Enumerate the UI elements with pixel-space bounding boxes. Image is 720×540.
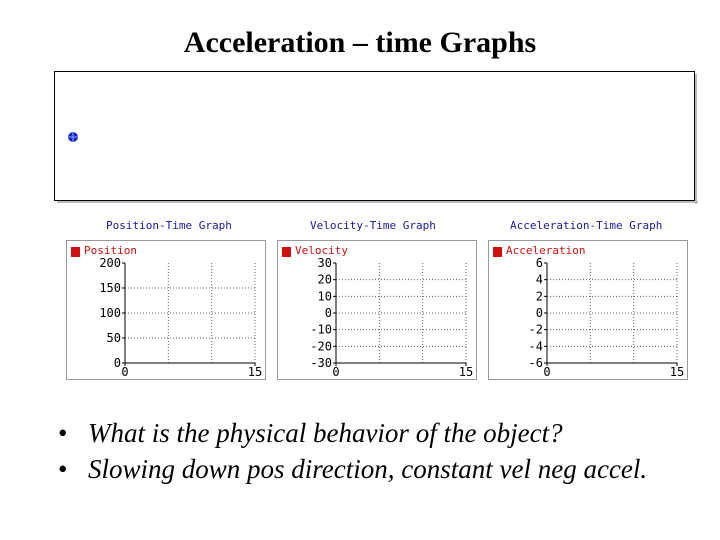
y-tick-label: 50 — [106, 331, 121, 345]
velocity-time-chart — [278, 241, 476, 379]
acceleration-graph-panel — [488, 240, 688, 380]
x-tick-label: 0 — [332, 365, 340, 379]
legend-label: Acceleration — [506, 244, 586, 257]
x-tick-label: 15 — [669, 365, 685, 379]
y-tick-label: 6 — [535, 256, 543, 270]
y-tick-label: 10 — [317, 289, 332, 304]
animation-shadow-bottom — [57, 201, 698, 203]
position-graph-panel — [66, 240, 266, 380]
acceleration-time-chart — [489, 241, 687, 379]
bullet-item — [58, 415, 708, 451]
y-tick-label: 2 — [535, 289, 543, 304]
y-tick-label: 100 — [99, 306, 121, 320]
y-tick-label: 0 — [535, 306, 543, 320]
position-time-chart — [67, 241, 265, 379]
y-tick-label: -2 — [528, 322, 543, 337]
bullet-marker: • — [58, 454, 68, 484]
slide-title: Acceleration – time Graphs — [183, 26, 537, 59]
animation-area — [54, 71, 695, 201]
y-tick-label: -30 — [310, 356, 332, 370]
y-tick-label: -4 — [528, 339, 543, 354]
bullet-list — [58, 415, 708, 487]
graph-title: Acceleration-Time Graph — [510, 219, 663, 232]
legend-label: Velocity — [295, 244, 348, 257]
x-tick-label: 15 — [247, 365, 263, 379]
bullet-item — [58, 451, 708, 487]
y-tick-label: 150 — [99, 281, 121, 295]
y-tick-label: -6 — [528, 356, 543, 370]
graph-title: Position-Time Graph — [106, 219, 232, 232]
bullet-text: What is the physical behavior of the object? — [88, 418, 563, 448]
y-tick-label: -20 — [310, 339, 332, 354]
y-tick-label: 30 — [317, 256, 332, 270]
y-tick-label: 20 — [317, 272, 332, 287]
graph-title: Velocity-Time Graph — [310, 219, 436, 232]
graphs-row — [0, 210, 720, 385]
y-tick-label: 0 — [113, 356, 121, 370]
x-tick-label: 15 — [458, 365, 474, 379]
velocity-graph-panel — [277, 240, 477, 380]
x-tick-label: 0 — [543, 365, 551, 379]
animation-shadow-right — [695, 74, 697, 204]
x-tick-label: 0 — [121, 365, 129, 379]
bullet-text: Slowing down pos direction, constant vel neg accel. — [88, 454, 648, 484]
y-tick-label: 200 — [99, 256, 121, 270]
legend-label: Position — [84, 244, 137, 257]
bullet-marker: • — [58, 418, 68, 448]
y-tick-label: -10 — [310, 322, 332, 337]
y-tick-label: 4 — [535, 272, 543, 287]
y-tick-label: 0 — [324, 306, 332, 320]
blue-dot-icon — [67, 131, 79, 143]
